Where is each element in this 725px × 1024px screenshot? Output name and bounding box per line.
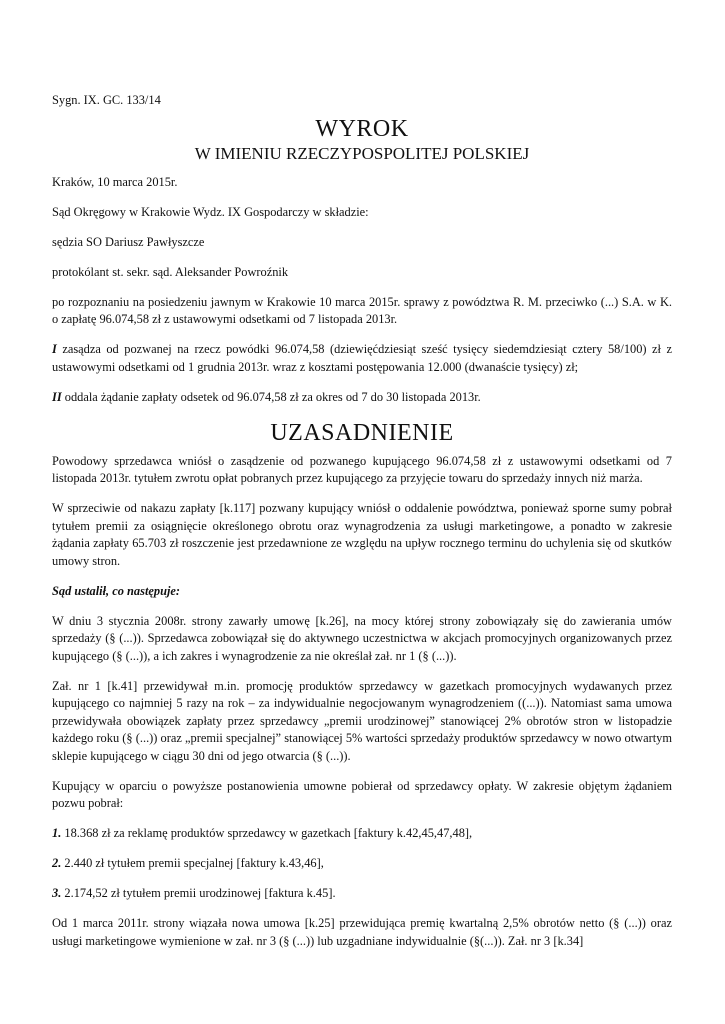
verdict-point-text: zasądza od pozwanej na rzecz powódki 96.074,58 (dziewięćdziesiąt sześć tysięcy siedemdziesiąt cztery 58/100) zł z ustawowymi odsetkami od 1 grudnia 2013r. wraz z kosztami postępowania 12.000 (dwanaście tysięcy) zł; [52,342,672,374]
verdict-point-number: II [52,389,62,404]
clerk-line: protokólant st. sekr. sąd. Aleksander Powroźnik [52,264,289,279]
verdict-point-1 [52,341,672,376]
court-composition: Sąd Okręgowy w Krakowie Wydz. IX Gospodarczy w składzie: [52,204,369,219]
list-item-text: 2.440 zł tytułem premii specjalnej [faktury k.43,46], [61,856,324,870]
justification-paragraph-4: Zał. nr 1 [k.41] przewidywał m.in. promocję produktów sprzedawcy w gazetkach promocyjnych wydawanych przez kupującego co najmniej 5 razy na rok – za indywidualnie negocjowanym wynagrodzeniem ((...)). Natomiast sama umowa przewidywała obowiązek zapłaty przez sprzedawcy „premii urodzinowej” stanowiącej 2% obrotów stron w listopadzie każdego roku (§ (...)) oraz „premii specjalnej” stanowiącej 5% wartości sprzedaży produktów sprzedawcy w nowo otwartym sklepie kupującego w ciągu 30 dni od jego otwarcia (§ (...)). [52,678,672,763]
list-item-text: 18.368 zł za reklamę produktów sprzedawcy w gazetkach [faktury k.42,45,47,48], [61,826,473,840]
list-item-number: 1. [52,826,62,840]
justification-paragraph-5: Kupujący w oparciu o powyższe postanowienia umowne pobierał od sprzedawcy opłaty. W zakresie objętym żądaniem pozwu pobrał: [52,778,672,810]
judge-line: sędzia SO Dariusz Pawłyszcze [52,234,205,249]
findings-heading: Sąd ustalił, co następuje: [52,583,181,598]
list-item-text: 2.174,52 zł tytułem premii urodzinowej [faktura k.45]. [61,886,336,900]
list-item-2 [52,855,672,873]
justification-paragraph-2: W sprzeciwie od nakazu zapłaty [k.117] pozwany kupujący wniósł o oddalenie powództwa, ponieważ sporne sumy pobrał tytułem premii za osiągnięcie określonego obrotu oraz wynagrodzenia za usługi marketingowe, a ponadto w zakresie żądania zapłaty 65.703 zł roszczenie jest przedawnione ze względu na upływ rocznego terminu do uchylenia się od skutków umowy stron. [52,501,672,568]
justification-paragraph-6: Od 1 marca 2011r. strony wiązała nowa umowa [k.25] przewidująca premię kwartalną 2,5% obrotów netto (§ (...)) oraz usługi marketingowe wymienione w zał. nr 3 (§ (...)) lub uzgadniane indywidualnie (§(...)). Zał. nr 3 [k.34] [52,916,672,948]
list-item-number: 2. [52,856,62,870]
document-page [52,92,672,963]
verdict-subtitle: W IMIENIU RZECZYPOSPOLITEJ POLSKIEJ [194,143,530,163]
justification-paragraph-1: Powodowy sprzedawca wniósł o zasądzenie od pozwanego kupującego 96.074,58 zł z ustawowymi odsetkami od 7 listopada 2013r. tytułem zwrotu opłat pobranych przez kupującego za przyjęcie towaru do sprzedaży innych niż marża. [52,453,672,485]
justification-title: UZASADNIENIE [270,419,454,446]
verdict-point-number: I [52,342,57,356]
list-item-number: 3. [52,886,62,900]
place-date: Kraków, 10 marca 2015r. [52,174,178,189]
verdict-point-text: oddala żądanie zapłaty odsetek od 96.074,58 zł za okres od 7 do 30 listopada 2013r. [61,389,481,404]
case-signature: Sygn. IX. GC. 133/14 [52,93,161,107]
justification-paragraph-3: W dniu 3 stycznia 2008r. strony zawarły umowę [k.26], na mocy której strony zobowiązały się do zawierania umów sprzedaży (§ (...)). Sprzedawca zobowiązał się do aktywnego uczestnictwa w akcjach promocyjnych organizowanych przez kupującego (§ (...)), a ich zakres i wynagrodzenie za nie określał zał. nr 1 (§ (...)). [52,613,672,663]
verdict-point-2 [52,389,672,407]
list-item-1 [52,825,672,843]
list-item-3 [52,885,672,903]
intro-paragraph: po rozpoznaniu na posiedzeniu jawnym w Krakowie 10 marca 2015r. sprawy z powództwa R. M. przeciwko (...) S.A. w K. o zapłatę 96.074,58 zł z ustawowymi odsetkami od 7 listopada 2013r. [52,294,672,326]
verdict-title: WYROK [315,115,409,142]
